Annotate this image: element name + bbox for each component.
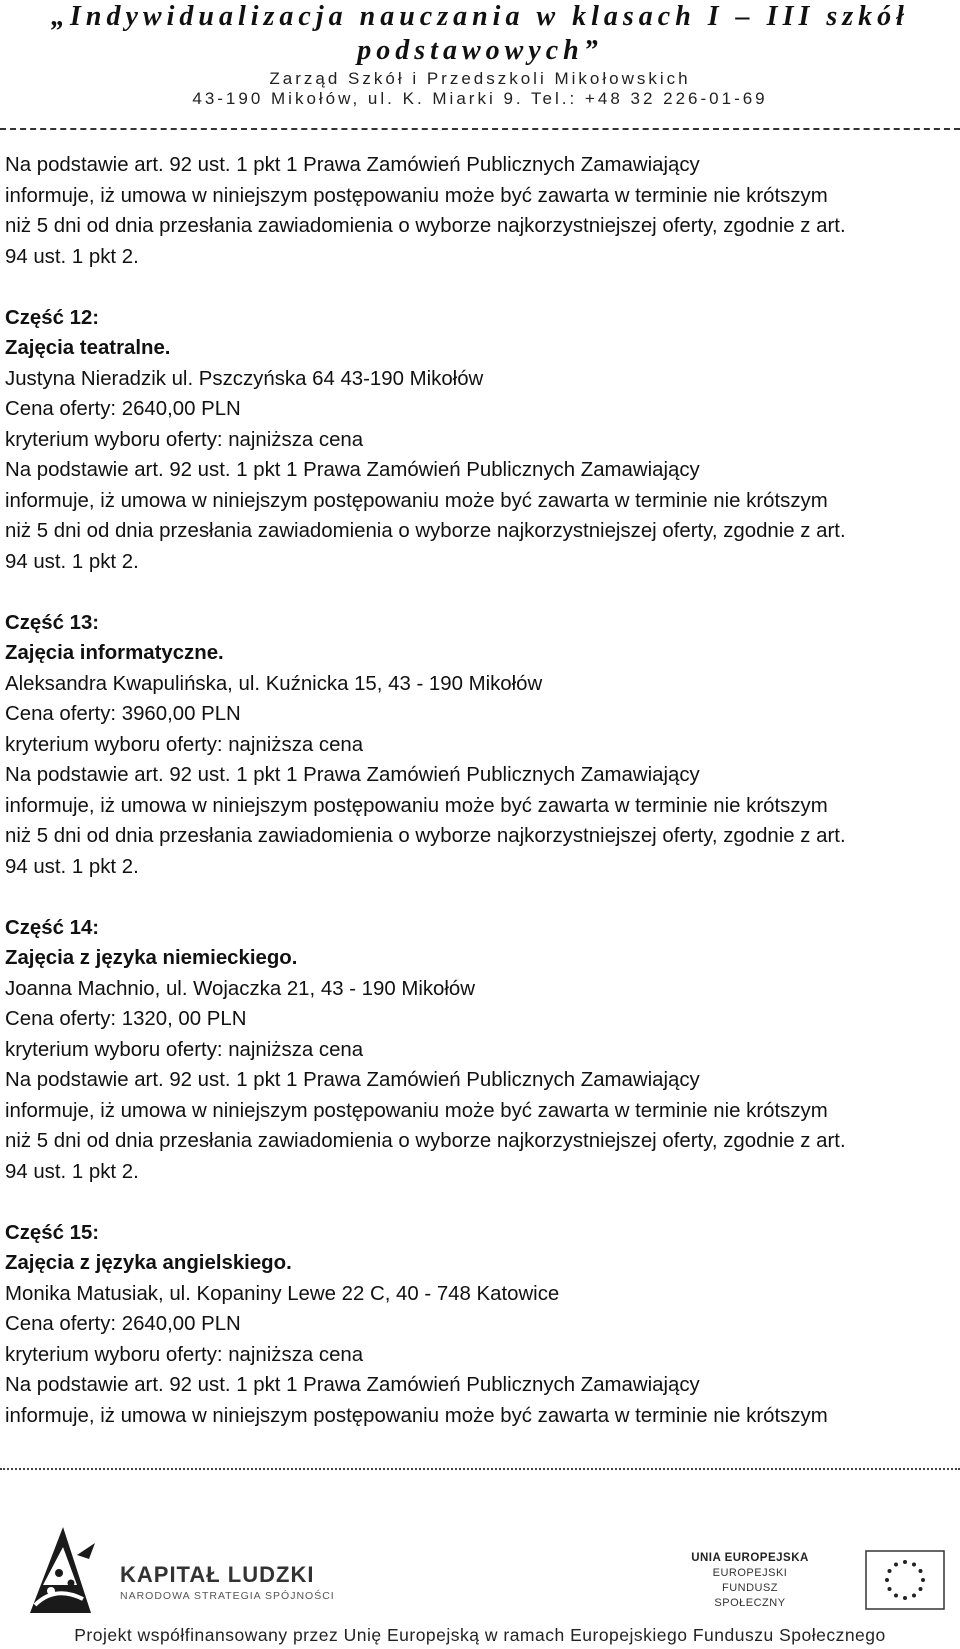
spacer — [5, 272, 953, 303]
eu-fund-text — [685, 1550, 815, 1611]
project-title-line1: „Indywidualizacja nauczania w klasach I – III szkół — [51, 1, 909, 32]
institution-address: 43-190 Mikołów, ul. K. Miarki 9. Tel.: +48 32 226-01-69 — [192, 89, 768, 108]
part-label: Część 15: — [5, 1221, 100, 1244]
part-name: Zajęcia z języka angielskiego. — [5, 1252, 292, 1274]
eu-fund-label-1: EUROPEJSKI — [712, 1567, 788, 1579]
notice-line: informuje, iż umowa w niniejszym postępowaniu może być zawarta w terminie nie krótszym — [5, 184, 828, 207]
notice-line: Na podstawie art. 92 ust. 1 pkt 1 Prawa Zamówień Publicznych Zamawiający — [5, 764, 700, 786]
notice-line: Na podstawie art. 92 ust. 1 pkt 1 Prawa Zamówień Publicznych Zamawiający — [5, 1374, 700, 1396]
notice-line: niż 5 dni od dnia przesłania zawiadomienia o wyborze najkorzystniejszej oferty, zgodnie z art. — [5, 1130, 846, 1152]
part-section — [5, 303, 953, 578]
selection-criterion: kryterium wyboru oferty: najniższa cena — [5, 1343, 364, 1366]
offer-price: Cena oferty: 2640,00 PLN — [5, 1313, 241, 1335]
eu-fund-label-2: FUNDUSZ SPOŁECZNY — [714, 1582, 786, 1609]
notice-line: Na podstawie art. 92 ust. 1 pkt 1 Prawa Zamówień Publicznych Zamawiający — [5, 459, 700, 481]
part-name: Zajęcia teatralne. — [5, 337, 171, 359]
kapital-ludzki-logo — [25, 1525, 345, 1615]
eu-union-label: UNIA EUROPEJSKA — [691, 1552, 809, 1564]
notice-line: niż 5 dni od dnia przesłania zawiadomienia o wyborze najkorzystniejszej oferty, zgodnie z art. — [5, 825, 846, 847]
part-name: Zajęcia informatyczne. — [5, 642, 224, 664]
offer-price: Cena oferty: 1320, 00 PLN — [5, 1008, 247, 1030]
contractor: Joanna Machnio, ul. Wojaczka 21, 43 - 190 Mikołów — [5, 977, 475, 1000]
notice-line: 94 ust. 1 pkt 2. — [5, 245, 139, 268]
part-section — [5, 1218, 953, 1432]
part-label: Część 14: — [5, 916, 100, 939]
document-header — [0, 0, 960, 109]
notice-line: informuje, iż umowa w niniejszym postępowaniu może być zawarta w terminie nie krótszym — [5, 794, 828, 817]
selection-criterion: kryterium wyboru oferty: najniższa cena — [5, 428, 364, 451]
kapital-ludzki-subtitle: NARODOWA STRATEGIA SPÓJNOŚCI — [120, 1590, 335, 1602]
spacer — [5, 882, 953, 913]
part-label: Część 12: — [5, 306, 100, 329]
notice-line: Na podstawie art. 92 ust. 1 pkt 1 Prawa Zamówień Publicznych Zamawiający — [5, 1069, 700, 1091]
notice-line: 94 ust. 1 pkt 2. — [5, 855, 139, 878]
project-title-line2: podstawowych” — [357, 35, 603, 66]
notice-line: informuje, iż umowa w niniejszym postępowaniu może być zawarta w terminie nie krótszym — [5, 1404, 828, 1427]
notice-line: niż 5 dni od dnia przesłania zawiadomienia o wyborze najkorzystniejszej oferty, zgodnie z art. — [5, 215, 846, 237]
notice-line: 94 ust. 1 pkt 2. — [5, 1160, 139, 1183]
selection-criterion: kryterium wyboru oferty: najniższa cena — [5, 733, 364, 756]
project-title — [0, 0, 960, 68]
eu-fund-logo — [691, 1550, 950, 1620]
part-label: Część 13: — [5, 611, 100, 634]
offer-price: Cena oferty: 3960,00 PLN — [5, 703, 241, 725]
eu-flag-icon — [865, 1550, 945, 1610]
footer-divider — [0, 1468, 960, 1470]
spacer — [5, 577, 953, 608]
spacer — [5, 1187, 953, 1218]
contractor: Justyna Nieradzik ul. Pszczyńska 64 43-190 Mikołów — [5, 367, 484, 390]
selection-criterion: kryterium wyboru oferty: najniższa cena — [5, 1038, 364, 1061]
offer-price: Cena oferty: 2640,00 PLN — [5, 398, 241, 420]
cofinancing-note: Projekt współfinansowany przez Unię Europejską w ramach Europejskiego Funduszu Społecznego — [74, 1625, 886, 1645]
document-body — [5, 150, 953, 1431]
notice-line: informuje, iż umowa w niniejszym postępowaniu może być zawarta w terminie nie krótszym — [5, 489, 828, 512]
footer-logos — [0, 1525, 960, 1615]
kapital-ludzki-title: KAPITAŁ LUDZKI — [120, 1562, 315, 1587]
notice-line: Na podstawie art. 92 ust. 1 pkt 1 Prawa Zamówień Publicznych Zamawiający — [5, 154, 700, 176]
contractor: Aleksandra Kwapulińska, ul. Kuźnicka 15, 43 - 190 Mikołów — [5, 672, 543, 695]
part-name: Zajęcia z języka niemieckiego. — [5, 947, 298, 969]
part-section — [5, 913, 953, 1188]
notice-paragraph — [5, 150, 953, 272]
part-section — [5, 608, 953, 883]
notice-line: 94 ust. 1 pkt 2. — [5, 550, 139, 573]
contractor: Monika Matusiak, ul. Kopaniny Lewe 22 C, 40 - 748 Katowice — [5, 1282, 560, 1305]
institution-name: Zarząd Szkół i Przedszkoli Mikołowskich — [269, 69, 691, 88]
notice-line: niż 5 dni od dnia przesłania zawiadomienia o wyborze najkorzystniejszej oferty, zgodnie z art. — [5, 520, 846, 542]
header-divider — [0, 128, 960, 130]
kapital-ludzki-emblem-icon — [25, 1525, 111, 1615]
notice-line: informuje, iż umowa w niniejszym postępowaniu może być zawarta w terminie nie krótszym — [5, 1099, 828, 1122]
